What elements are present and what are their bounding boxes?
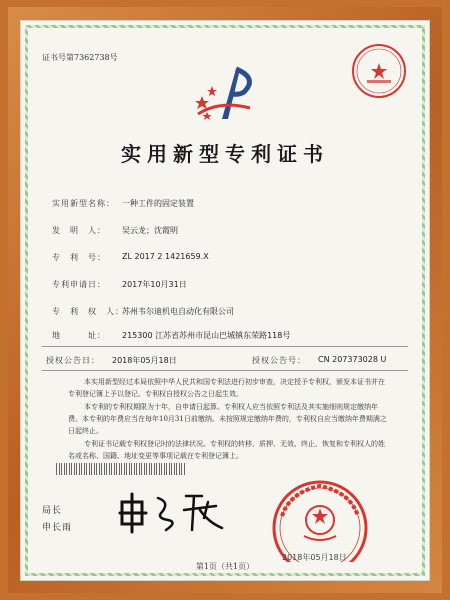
handwritten-signature-icon — [112, 488, 232, 536]
field-value-address: 215300 江苏省苏州市昆山巴城镇东荣路118号 — [122, 331, 291, 340]
page-footer: 第1页（共1页） — [195, 562, 255, 571]
seal-date: 2018年05月18日 — [282, 553, 347, 562]
divider-top — [42, 346, 408, 347]
certificate-title: 实用新型专利证书 — [121, 142, 329, 166]
field-label-name: 实用新型名称： — [52, 199, 115, 208]
field-label-apply-date: 专利申请日： — [52, 280, 106, 289]
field-value-holder: 苏州韦尔迪机电自动化有限公司 — [122, 307, 234, 316]
paragraph-term: 本专利的专利权期限为十年，自申请日起算。专利权人应当依照专利法及其实施细则规定缴纳年费。本专利的年费应当在每年10月31日前缴纳。未按照规定缴纳年费的，专利权自应当缴纳年费期满之日起终止。 — [68, 403, 387, 435]
certificate-paper — [20, 20, 430, 581]
divider-bottom — [42, 370, 408, 371]
official-seal-icon — [268, 476, 372, 562]
grant-no-value: CN 207373028 U — [318, 355, 387, 364]
field-value-inventor: 吴云龙；沈霞明 — [122, 226, 178, 235]
field-label-address: 地 址： — [52, 331, 106, 340]
patent-office-logo-icon — [192, 64, 262, 126]
small-seal-icon — [350, 42, 408, 100]
grant-date-label: 授权公告日： — [46, 356, 100, 365]
paragraph-grant: 本实用新型经过本局依照中华人民共和国专利法进行初步审查，决定授予专利权，颁发本证书并在专利登记簿上予以登记。专利权自授权公告之日起生效。 — [68, 378, 385, 398]
field-value-apply-date: 2017年10月31日 — [122, 280, 187, 289]
field-label-inventor: 发 明 人： — [52, 226, 106, 235]
field-value-patent-no: ZL 2017 2 1421659.X — [122, 252, 209, 261]
signer-name: 申长雨 — [42, 523, 73, 533]
field-label-patent-no: 专 利 号： — [52, 253, 106, 262]
grant-no-label: 授权公告号： — [252, 356, 306, 365]
field-label-holder: 专 利 权 人： — [52, 307, 124, 316]
field-value-name: 一种工件的固定装置 — [122, 199, 194, 208]
barcode — [56, 463, 186, 475]
certificate-number: 证书号第7362738号 — [42, 53, 118, 62]
paragraph-status: 专利证书记载专利权登记时的法律状况。专利权的转移、质押、无效、终止、恢复和专利权人的姓名或名称、国籍、地址变更等事项记载在专利登记簿上。 — [68, 440, 385, 460]
grant-date-value: 2018年05月18日 — [112, 356, 177, 365]
signer-title: 局长 — [42, 506, 63, 516]
